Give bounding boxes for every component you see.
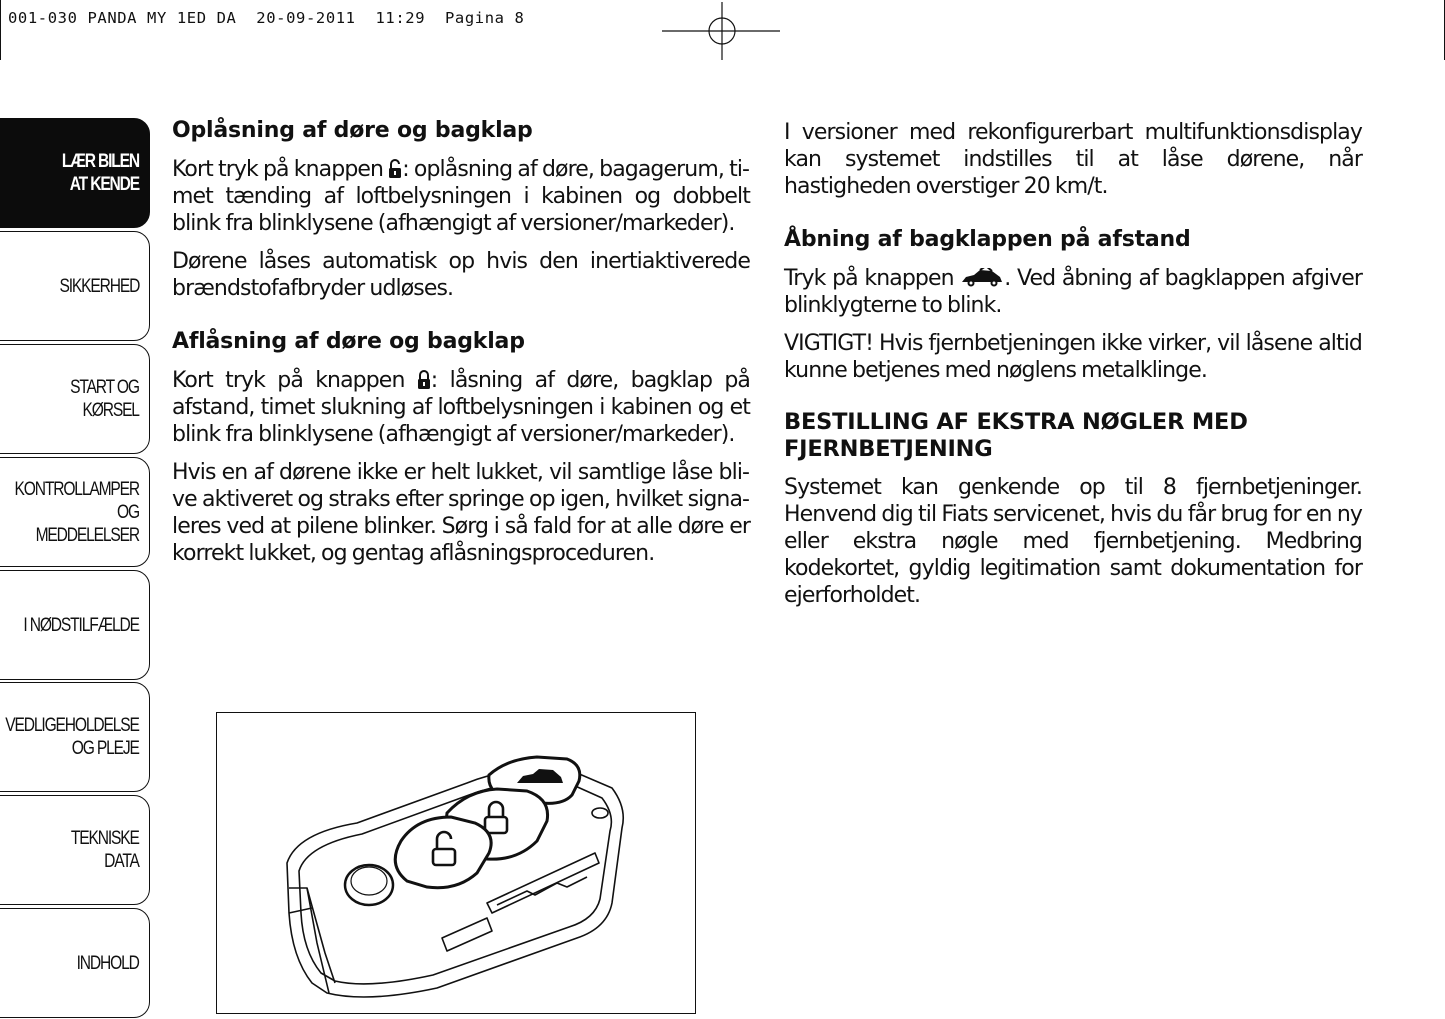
tab-indhold[interactable]: INDHOLD — [0, 908, 150, 1018]
unlock-padlock-icon — [388, 159, 402, 179]
unlock-heading: Oplåsning af døre og bagklap — [172, 118, 533, 143]
unlock-paragraph-1: Kort tryk på knappen : oplåsning af døre, bagagerum, timet tænding af loftbelysningen i kabinen og dobbelt blink fra blinklysene (afhængigt af versioner/markeder). — [172, 157, 750, 236]
important-paragraph: VIGTIGT! Hvis fjernbetjeningen ikke virker, vil låsene altid kunne betjenes med nøglens metalklinge. — [784, 331, 1362, 383]
registration-crosshair-icon — [662, 0, 782, 62]
remote-key-fob-illustration — [217, 713, 694, 1012]
lock-paragraph-1: Kort tryk på knappen : låsning af døre, bagklap på afstand, timet slukning af loftbelysningen i kabinen og et blink fra blinklysene (afhængigt af versioner/markeder). — [172, 368, 750, 447]
tab-laer-bilen-at-kende[interactable]: LÆR BILEN AT KENDE — [0, 118, 150, 228]
right-column — [784, 119, 1362, 609]
left-column — [172, 116, 750, 567]
display-paragraph: I versioner med rekonfigurerbart multifunktionsdisplay kan systemet indstilles til at låse dørene, når hastigheden overstiger 20 km/t. — [784, 120, 1362, 199]
lock-padlock-icon — [417, 370, 431, 390]
tab-kontrollamper[interactable]: KONTROLLAMPER OG MEDDELELSER — [0, 457, 150, 567]
print-header: 001-030 PANDA MY 1ED DA 20-09-2011 11:29 Pagina 8 — [8, 9, 525, 27]
key-fob-figure — [216, 712, 696, 1014]
tab-sikkerhed[interactable]: SIKKERHED — [0, 231, 150, 341]
tab-tekniske-data[interactable]: TEKNISKE DATA — [0, 795, 150, 905]
order-heading: BESTILLING AF EKSTRA NØGLER MED FJERNBETJENING — [784, 409, 1248, 462]
tailgate-heading: Åbning af bagklappen på afstand — [784, 227, 1191, 252]
tab-start-og-korsel[interactable]: START OG KØRSEL — [0, 344, 150, 454]
tailgate-car-icon — [960, 268, 1004, 288]
unlock-button[interactable] — [395, 817, 491, 888]
tailgate-paragraph: Tryk på knappen . Ved åbning af bagklappen afgiver blinklygterne to blink. — [784, 266, 1362, 318]
lock-heading: Aflåsning af døre og bagklap — [172, 329, 525, 354]
tab-i-nodstilfaelde[interactable]: I NØDSTILFÆLDE — [0, 570, 150, 680]
tab-vedligeholdelse[interactable]: VEDLIGEHOLDELSE OG PLEJE — [0, 682, 150, 792]
lock-paragraph-2: Hvis en af dørene ikke er helt lukket, vil samtlige låse blive aktiveret og straks efter springe op igen, hvilket signaleres ved at pilene blinker. Sørg i så fald for at alle døre er korrekt lukket, og gentag aflåsningsproceduren. — [172, 460, 750, 566]
unlock-paragraph-2: Dørene låses automatisk op hvis den inertiaktiverede brændstofafbryder udløses. — [172, 249, 750, 301]
crop-mark-left — [0, 0, 1, 60]
order-paragraph: Systemet kan genkende op til 8 fjernbetjeninger. Henvend dig til Fiats servicenet, hvis du får brug for en ny eller ekstra nøgle med fjernbetjening. Medbring kodekortet, gyldig legitimation samt dokumentation for ejerforholdet. — [784, 475, 1362, 608]
